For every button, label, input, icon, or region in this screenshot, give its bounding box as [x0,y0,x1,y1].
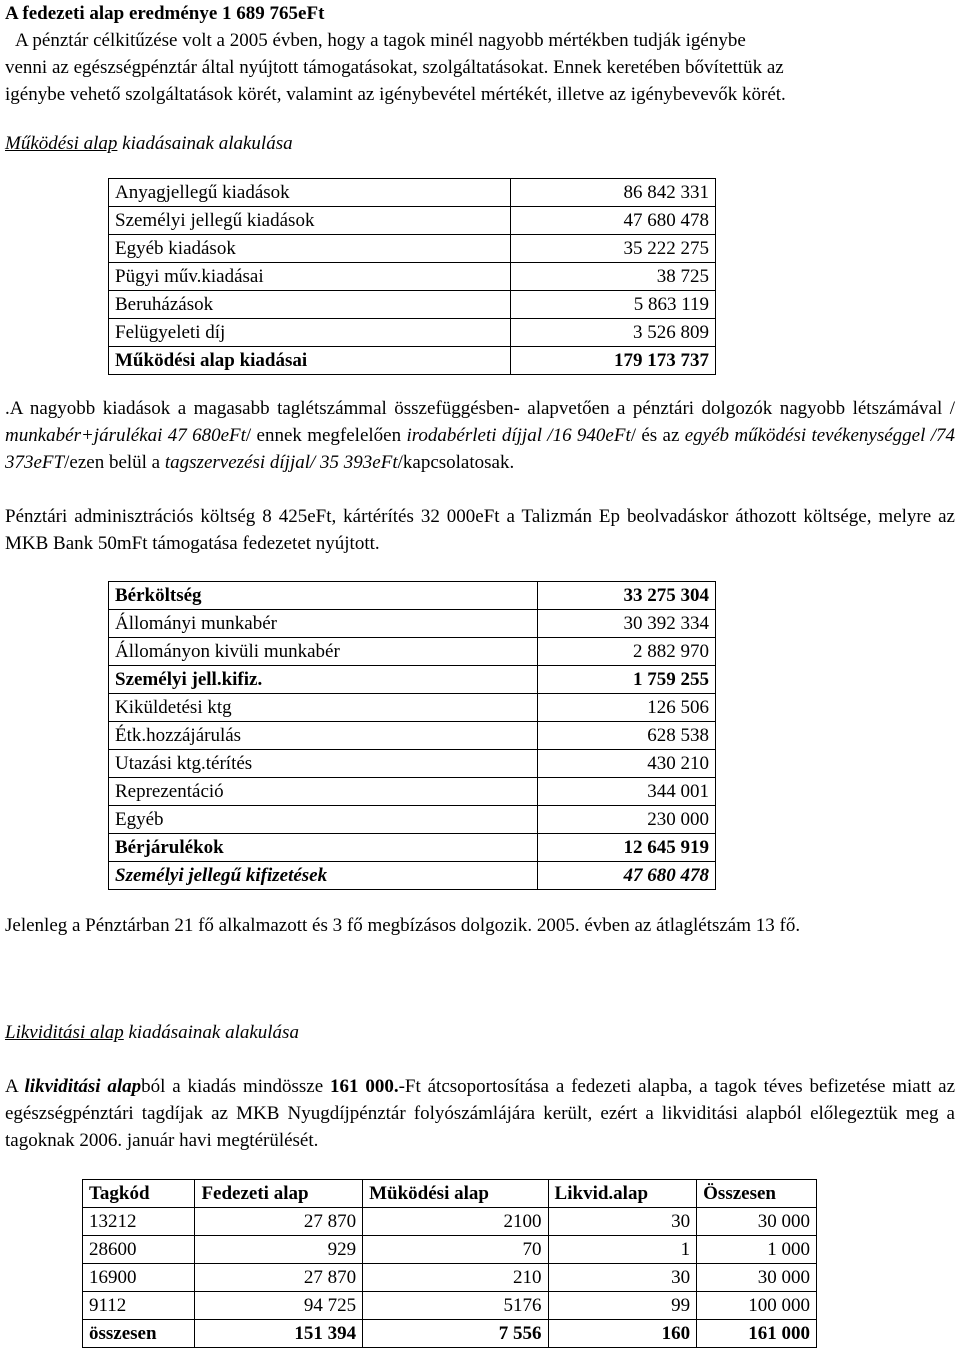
para2-text-3: / és az [630,425,685,446]
table-row [109,235,716,263]
table-cell: 30 [548,1264,697,1292]
table-cell: 210 [363,1264,548,1292]
tagkod-table [82,1179,817,1348]
row-label: Reprezentáció [109,778,538,806]
row-label: Étk.hozzájárulás [109,722,538,750]
total-cell: összesen [83,1320,195,1348]
table-cell: 99 [548,1292,697,1320]
table-row [109,291,716,319]
para5-text-1: A [5,1076,25,1097]
table-cell: 13212 [83,1208,195,1236]
para2-italic-4: tagszervezési díjjal/ 35 393eFt [164,452,398,473]
table-row [109,179,716,207]
para5-text-3: -Ft átcsoportosítása a fedezeti alapba, a tagok téves befizetése miatt az egészségpénztári tagdíjak az MKB Nyugdíjpénztár folyószámlájára került, ezért a likviditási alapból előlegeztük meg a tagoknak 2006. január havi megtérülését. [5,1076,956,1151]
section2-heading-rest: kiadásainak alakulása [123,1022,299,1043]
table-row [109,263,716,291]
row-value: 230 000 [538,806,716,834]
para2-italic-2: irodabérleti díjjal /16 940eFt [406,425,631,446]
table-cell: 70 [363,1236,548,1264]
table-row [83,1292,817,1320]
row-label: Pügyi műv.kiadásai [109,263,511,291]
row-label: Bérjárulékok [109,834,538,862]
table-cell: 94 725 [195,1292,363,1320]
table-cell: 27 870 [195,1208,363,1236]
row-label: Állományon kivüli munkabér [109,638,538,666]
table-cell: 30 000 [697,1264,817,1292]
row-label: Kiküldetési ktg [109,694,538,722]
section-heading-underlined: Működési alap [5,133,118,154]
table-cell: 100 000 [697,1292,817,1320]
table-row [109,778,716,806]
table-cell: 929 [195,1236,363,1264]
para2-text-5: /kapcsolatosak. [397,452,515,473]
table-row [83,1236,817,1264]
paragraph-letszam [5,912,955,939]
para5-text-2: ból a kiadás mindössze [141,1076,330,1097]
table-cell: 28600 [83,1236,195,1264]
table-row [109,319,716,347]
row-label: Anyagjellegű kiadások [109,179,511,207]
table-cell: 30 [548,1208,697,1236]
total-label: Működési alap kiadásai [109,347,511,375]
column-header: Fedezeti alap [195,1180,363,1208]
szemelyi-jellegu-table [108,581,716,890]
table-cell: 16900 [83,1264,195,1292]
table-row [109,666,716,694]
table-cell: 1 [548,1236,697,1264]
row-value: 86 842 331 [511,179,716,207]
para2-text-2: / ennek megfelelően [245,425,407,446]
total-cell: 7 556 [363,1320,548,1348]
total-value: 179 173 737 [511,347,716,375]
row-value: 3 526 809 [511,319,716,347]
total-cell: 161 000 [697,1320,817,1348]
para5-bold: 161 000. [330,1076,399,1097]
page-title: A fedezeti alap eredménye 1 689 765eFt [5,3,325,24]
column-header: Összesen [697,1180,817,1208]
table-row [109,694,716,722]
row-label: Személyi jellegű kiadások [109,207,511,235]
row-label: Beruházások [109,291,511,319]
para3-text: Pénztári adminisztrációs költség 8 425eFt, kártérítés 32 000eFt a Talizmán Ep beolvadáskor áthozott költsége, melyre az MKB Bank 50mFt támogatása fedezetet nyújtott. [5,506,955,554]
table-cell: 30 000 [697,1208,817,1236]
section2-heading-underlined: Likviditási alap [5,1022,124,1043]
table-cell: 9112 [83,1292,195,1320]
table-row [109,582,716,610]
section-heading-rest: kiadásainak alakulása [117,133,293,154]
intro-line-2: venni az egészségpénztár által nyújtott támogatásokat, szolgáltatásokat. Ennek keretében bővítettük az [5,57,784,78]
row-value: 126 506 [538,694,716,722]
row-value: 5 863 119 [511,291,716,319]
table-row [109,610,716,638]
row-value: 430 210 [538,750,716,778]
table-row [109,207,716,235]
paragraph-adminisztracios [5,503,955,557]
intro-block [5,0,955,108]
row-value: 628 538 [538,722,716,750]
intro-line-3: igénybe vehető szolgáltatások körét, valamint az igénybevétel mértékét, illetve az igénybevevők körét. [5,84,786,105]
table-row [83,1264,817,1292]
para4-text: Jelenleg a Pénztárban 21 fő alkalmazott és 3 fő megbízásos dolgozik. 2005. évben az átlaglétszám 13 fő. [5,915,801,936]
table-total-row [109,347,716,375]
row-label: Állományi munkabér [109,610,538,638]
column-header: Müködési alap [363,1180,548,1208]
para2-italic-1: munkabér+járulékai 47 680eFt [5,425,246,446]
row-value: 30 392 334 [538,610,716,638]
paragraph-kiadasok [5,395,955,476]
column-header: Likvid.alap [548,1180,697,1208]
table-row [109,750,716,778]
row-value: 47 680 478 [538,862,716,890]
total-cell: 160 [548,1320,697,1348]
section-heading-likviditasi [5,1019,955,1046]
para2-italic-3: egyéb működési tevékenységgel /74 373eFT [5,425,955,473]
row-label: Személyi jell.kifiz. [109,666,538,694]
column-header: Tagkód [83,1180,195,1208]
row-label: Egyéb kiadások [109,235,511,263]
table-row [109,806,716,834]
table-cell: 5176 [363,1292,548,1320]
row-label: Egyéb [109,806,538,834]
table-row [109,862,716,890]
paragraph-likviditasi [5,1073,955,1154]
row-label: Bérköltség [109,582,538,610]
row-value: 35 222 275 [511,235,716,263]
row-label: Felügyeleti díj [109,319,511,347]
total-cell: 151 394 [195,1320,363,1348]
section-heading-mukodesi [5,130,955,157]
row-value: 344 001 [538,778,716,806]
row-value: 1 759 255 [538,666,716,694]
row-value: 2 882 970 [538,638,716,666]
para2-text-4: /ezen belül a [64,452,165,473]
para5-bold-italic: likviditási alap [24,1076,142,1097]
table-cell: 1 000 [697,1236,817,1264]
table-cell: 2100 [363,1208,548,1236]
table-row [109,834,716,862]
row-value: 12 645 919 [538,834,716,862]
table-row [83,1208,817,1236]
row-label: Személyi jellegű kifizetések [109,862,538,890]
mukodesi-kiadasok-table [108,178,716,375]
row-value: 38 725 [511,263,716,291]
table-cell: 27 870 [195,1264,363,1292]
row-label: Utazási ktg.térítés [109,750,538,778]
row-value: 47 680 478 [511,207,716,235]
table-header-row [83,1180,817,1208]
intro-line-1: A pénztár célkitűzése volt a 2005 évben, hogy a tagok minél nagyobb mértékben tudják igénybe [15,30,746,51]
para2-text-1: .A nagyobb kiadások a magasabb taglétszámmal összefüggésben- alapvetően a pénztári dolgozók nagyobb létszámával / [5,398,955,419]
table-row [109,722,716,750]
table-total-row [83,1320,817,1348]
row-value: 33 275 304 [538,582,716,610]
table-row [109,638,716,666]
